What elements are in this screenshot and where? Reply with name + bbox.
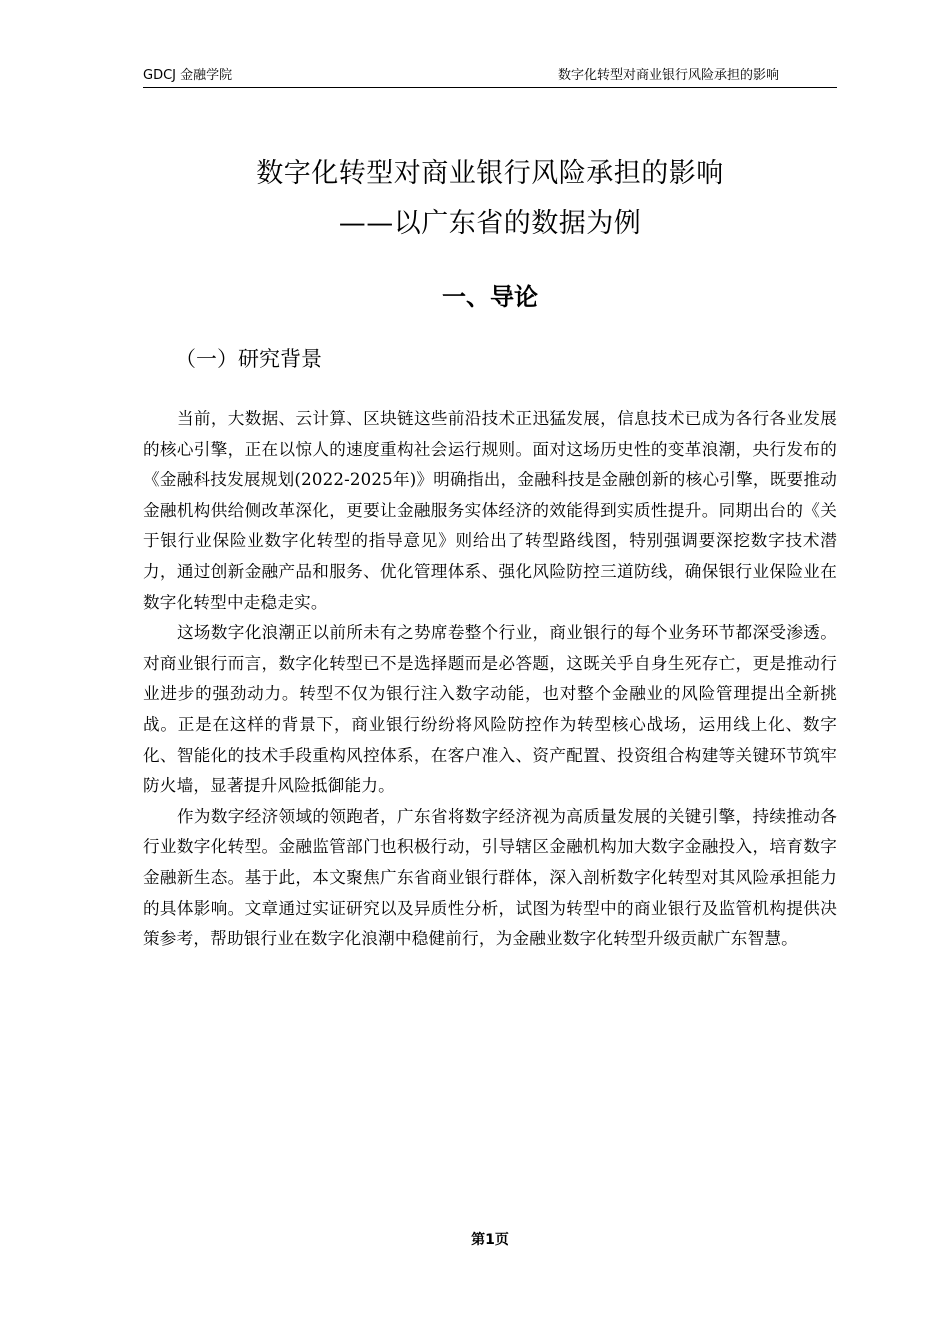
header-running-title: 数字化转型对商业银行风险承担的影响 <box>557 68 779 83</box>
subsection-heading: （一）研究背景 <box>175 347 322 371</box>
section-heading: 一、导论 <box>442 283 538 311</box>
paper-subtitle: ——以广东省的数据为例 <box>338 208 642 239</box>
paragraph-2: 这场数字化浪潮正以前所未有之势席卷整个行业，商业银行的每个业务环节都深受渗透。对商业银行而言，数字化转型已不是选择题而是必答题，这既关乎自身生死存亡，更是推动行业进步的强劲动力。转型不仅为银行注入数字动能，也对整个金融业的风险管理提出全新挑战。正是在这样的背景下，商业银行纷纷将风险防控作为转型核心战场，运用线上化、数字化、智能化的技术手段重构风控体系，在客户准入、资产配置、投资组合构建等关键环节筑牢防火墙，显著提升风险抵御能力。 <box>143 623 837 796</box>
page-number: 第1页 <box>471 1232 509 1248</box>
page-header <box>143 66 837 88</box>
paragraph-3: 作为数字经济领域的领跑者，广东省将数字经济视为高质量发展的关键引擎，持续推动各行业数字化转型。金融监管部门也积极行动，引导辖区金融机构加大数字金融投入，培育数字金融新生态。基于此，本文聚焦广东省商业银行群体，深入剖析数字化转型对其风险承担能力的具体影响。文章通过实证研究以及异质性分析，试图为转型中的商业银行及监管机构提供决策参考，帮助银行业在数字化浪潮中稳健前行，为金融业数字化转型升级贡献广东智慧。 <box>143 806 837 949</box>
paper-title: 数字化转型对商业银行风险承担的影响 <box>256 158 724 189</box>
paragraph-1: 当前，大数据、云计算、区块链这些前沿技术正迅猛发展，信息技术已成为各行各业发展的核心引擎，正在以惊人的速度重构社会运行规则。面对这场历史性的变革浪潮，央行发布的《金融科技发展规划(2022-2025年)》明确指出，金融科技是金融创新的核心引擎，既要推动金融机构供给侧改革深化，更要让金融服务实体经济的效能得到实质性提升。同期出台的《关于银行业保险业数字化转型的指导意见》则给出了转型路线图，特别强调要深挖数字技术潜力，通过创新金融产品和服务、优化管理体系、强化风险防控三道防线，确保银行业保险业在数字化转型中走稳走实。 <box>143 409 837 612</box>
body-text <box>143 404 837 955</box>
header-institution: GDCJ 金融学院 <box>143 68 233 83</box>
